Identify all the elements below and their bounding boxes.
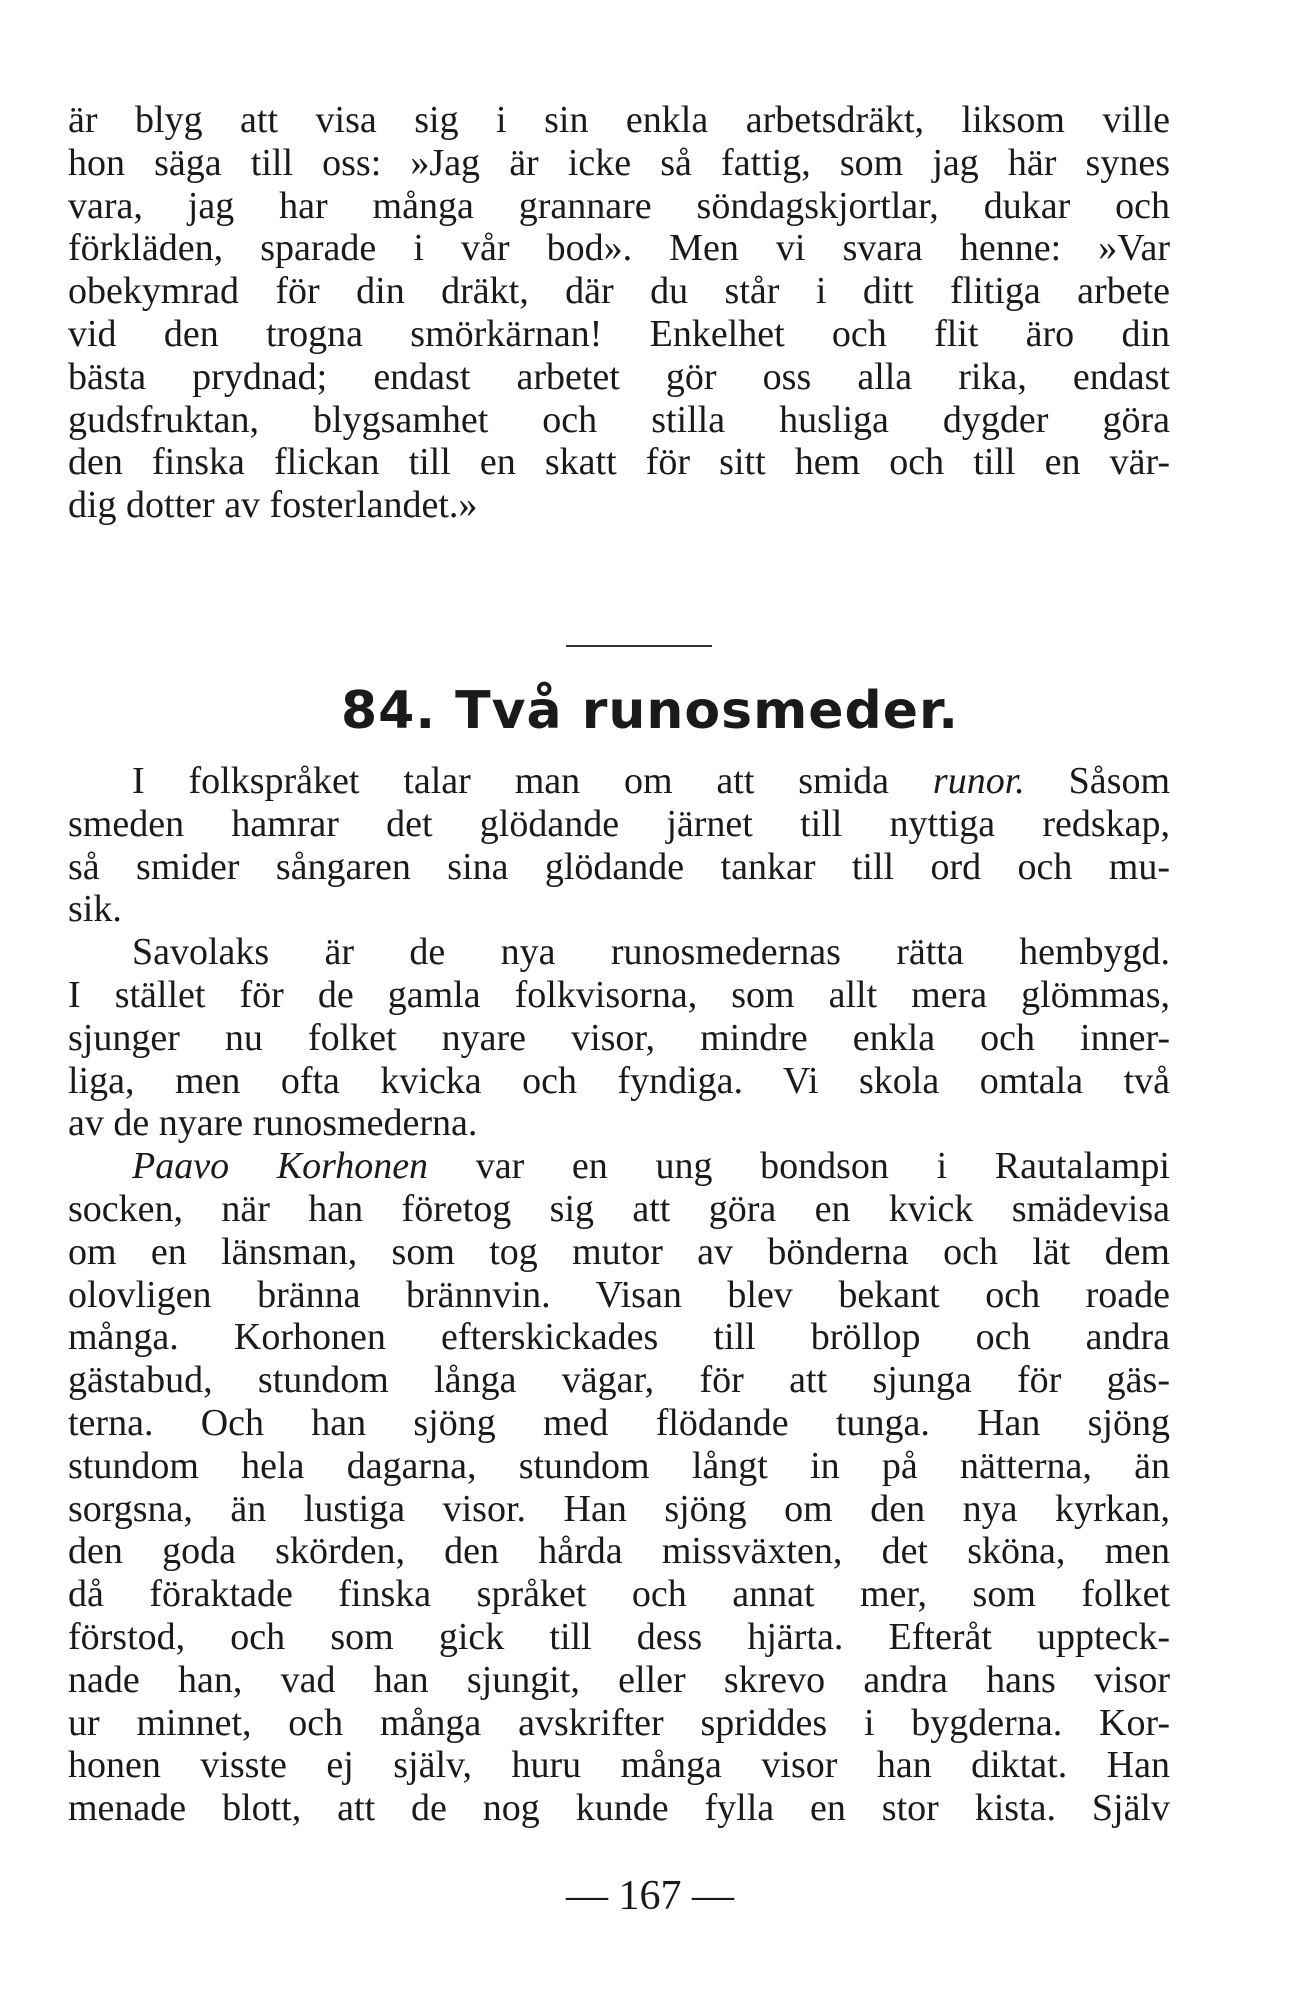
- page-number: — 167 —: [566, 1873, 734, 1919]
- text-line: den goda skörden, den hårda missväxten, det sköna, men: [68, 1530, 1170, 1573]
- text-line: gudsfruktan, blygsamhet och stilla husliga dygder göra: [68, 398, 1170, 441]
- text-line: [68, 1145, 1170, 1188]
- text-line: stundom hela dagarna, stundom långt in på nätterna, än: [68, 1444, 1170, 1487]
- text-line: den finska flickan till en skatt för sitt hem och till en vär-: [68, 441, 1170, 484]
- text-line: gästabud, stundom långa vägar, för att sjunga för gäs-: [68, 1359, 1170, 1402]
- text-line: vid den trogna smörkärnan! Enkelhet och flit äro din: [68, 312, 1170, 355]
- text-line: sik.: [68, 888, 122, 931]
- text-fragment: I folkspråket talar man om att smida: [132, 760, 890, 802]
- text-line: honen visste ej själv, huru många visor han diktat. Han: [68, 1744, 1170, 1787]
- text-fragment: Såsom: [1068, 760, 1171, 802]
- text-line: sjunger nu folket nyare visor, mindre enkla och inner-: [68, 1016, 1170, 1059]
- text-line: terna. Och han sjöng med flödande tunga. Han sjöng: [68, 1401, 1170, 1444]
- text-line: obekymrad för din dräkt, där du står i ditt flitiga arbete: [68, 270, 1170, 313]
- text-line: hon säga till oss: »Jag är icke så fattig, som jag här synes: [68, 141, 1170, 184]
- text-line: ur minnet, och många avskrifter spriddes i bygderna. Kor-: [68, 1701, 1170, 1744]
- text-line: bästa prydnad; endast arbetet gör oss alla rika, endast: [68, 355, 1170, 398]
- text-line: vara, jag har många grannare söndagskjortlar, dukar och: [68, 184, 1170, 227]
- section-body: [68, 760, 1170, 1830]
- section-heading: 84. Två runosmeder.: [340, 681, 960, 741]
- text-line: dig dotter av fosterlandet.»: [68, 484, 478, 527]
- text-line: förkläden, sparade i vår bod». Men vi svara henne: »Var: [68, 227, 1170, 270]
- text-line: så smider sångaren sina glödande tankar till ord och mu-: [68, 845, 1170, 888]
- text-line: om en länsman, som tog mutor av bönderna och lät dem: [68, 1230, 1170, 1273]
- text-line: menade blott, att de nog kunde fylla en stor kista. Själv: [68, 1787, 1170, 1830]
- text-line: liga, men ofta kvicka och fyndiga. Vi skola omtala två: [68, 1059, 1170, 1102]
- text-line: smeden hamrar det glödande järnet till nyttiga redskap,: [68, 802, 1170, 845]
- text-line: av de nyare runosmederna.: [68, 1102, 478, 1145]
- text-line: då föraktade finska språket och annat mer, som folket: [68, 1573, 1170, 1616]
- continued-paragraph: [68, 99, 1170, 527]
- text-line: sorgsna, än lustiga visor. Han sjöng om den nya kyrkan,: [68, 1487, 1170, 1530]
- text-line: socken, när han företog sig att göra en kvick smädevisa: [68, 1187, 1170, 1230]
- text-line: förstod, och som gick till dess hjärta. Efteråt uppteck-: [68, 1615, 1170, 1658]
- text-line: olovligen bränna brännvin. Visan blev bekant och roade: [68, 1273, 1170, 1316]
- text-fragment: var en ung bondson i Rautalampi: [475, 1145, 1170, 1188]
- person-name: Paavo Korhonen: [132, 1145, 429, 1188]
- emphasized-word: runor.: [932, 760, 1025, 802]
- text-line: är blyg att visa sig i sin enkla arbetsdräkt, liksom ville: [68, 99, 1170, 141]
- text-line: nade han, vad han sjungit, eller skrevo andra hans visor: [68, 1658, 1170, 1701]
- section-divider: [566, 645, 712, 647]
- text-line: många. Korhonen efterskickades till bröllop och andra: [68, 1316, 1170, 1359]
- text-line: Savolaks är de nya runosmedernas rätta hembygd.: [132, 931, 1170, 974]
- text-line: [68, 760, 1170, 803]
- text-line: I stället för de gamla folkvisorna, som allt mera glömmas,: [68, 973, 1170, 1016]
